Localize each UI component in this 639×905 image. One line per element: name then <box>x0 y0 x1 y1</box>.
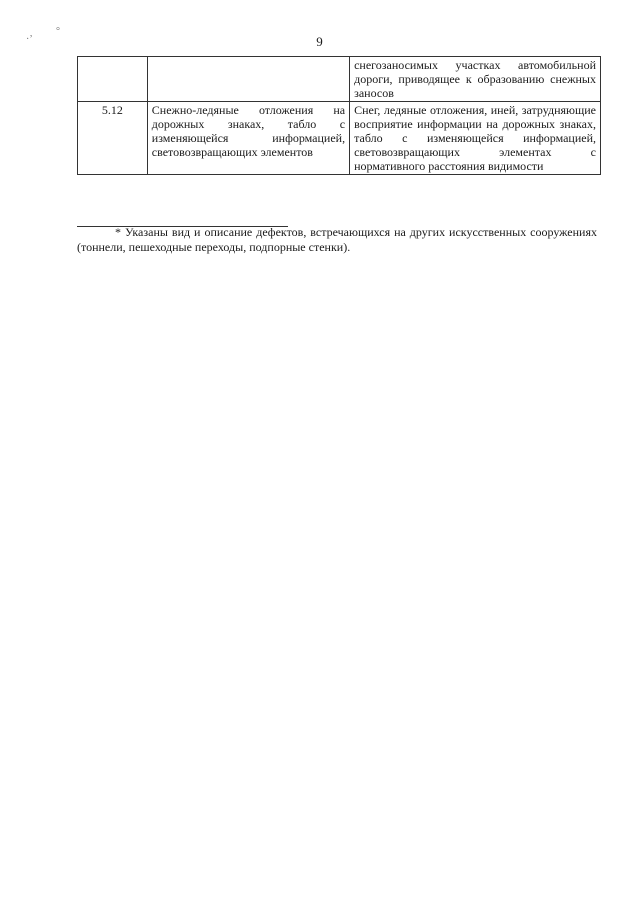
scan-mark: ·’ <box>26 34 33 45</box>
page-number: 9 <box>316 34 323 49</box>
table-row <box>78 102 601 175</box>
defects-table <box>77 56 601 175</box>
scan-mark: ° <box>56 26 60 37</box>
defect-name-cell <box>147 57 349 102</box>
defect-name-cell: Снежно-ледяные отложения на дорожных знаках, табло с изменяющейся информацией, световозвращающих элементов <box>147 102 349 175</box>
footnote: * Указаны вид и описание дефектов, встречающихся на других искусственных сооружениях (тоннели, пешеходные переходы, подпорные стенки). <box>77 225 597 254</box>
defect-description-cell: снегозаносимых участках автомобильной дороги, приводящее к образованию снежных заносов <box>350 57 601 102</box>
defect-description-cell: Снег, ледяные отложения, иней, затрудняющие восприятие информации на дорожных знаках, табло с изменяющейся информацией, световозвращающих элементах с нормативного расстояния видимости <box>350 102 601 175</box>
table-row <box>78 57 601 102</box>
row-number-cell <box>78 57 148 102</box>
row-number-cell: 5.12 <box>78 102 148 175</box>
